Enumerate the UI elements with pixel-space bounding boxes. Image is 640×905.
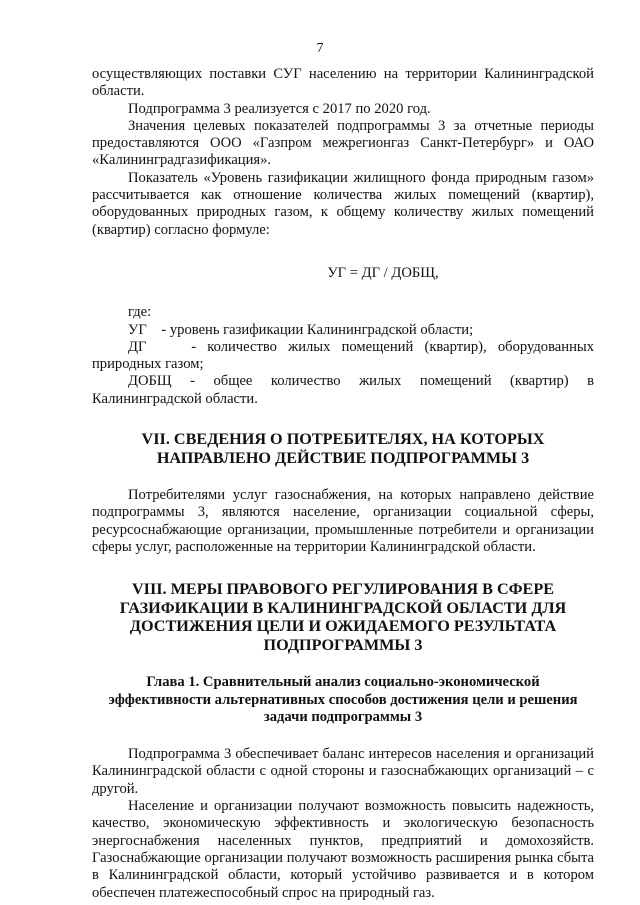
where-label: где:: [128, 304, 152, 321]
chapter-1-paragraph-2: Население и организации получают возможность повысить надежность, качество, экономическую эффективность и экологическую безопасность энергоснабжения населенных пунктов, предприятий и домохозяйств. Газоснабжающие организации получают возможность расширения рынка сбыта в Калининградской области, который устойчиво развивается и в котором обеспечен платежеспособный спрос на природный газ.: [92, 798, 594, 901]
definition-text: - уровень газификации Калининградской области;: [161, 321, 474, 338]
page-content: [92, 66, 594, 902]
definition-ug: [92, 322, 594, 339]
definition-term: ДГ: [128, 338, 147, 355]
paragraph-period: Подпрограмма 3 реализуется с 2017 по 2020 год.: [128, 100, 431, 117]
paragraph-continuation: осуществляющих поставки СУГ населению на территории Калининградской области.: [92, 66, 594, 100]
definition-term: ДОБЩ: [128, 373, 172, 390]
section-7-text: Потребителями услуг газоснабжения, на которых направлено действие подпрограммы 3, являются население, организации социальной сферы, ресурсоснабжающие организации, промышленные потребители и организации сферы услуг, расположенные на территории Калининградской области.: [92, 487, 594, 555]
definition-dobshch: [92, 373, 594, 408]
page-number: 7: [316, 41, 324, 56]
chapter-1-paragraph-1: Подпрограмма 3 обеспечивает баланс интересов населения и организаций Калининградской области с одной стороны и газоснабжающих организаций – с другой.: [92, 746, 594, 797]
paragraph-indicator-formula: Показатель «Уровень газификации жилищного фонда природным газом» рассчитывается как отношение количества жилых помещений (квартир), оборудованных природных газом, к общему количеству жилых помещений (квартир) согласно формуле:: [92, 169, 594, 238]
formula: УГ = ДГ / ДОБЩ,: [327, 264, 439, 281]
chapter-1-title: Глава 1. Сравнительный анализ социально-экономической эффективности альтернативных способов достижения цели и решения задачи подпрограммы 3: [108, 674, 578, 725]
definition-term: УГ: [128, 321, 147, 338]
definition-text: - количество жилых помещений (квартир), оборудованных природных газом;: [92, 338, 594, 373]
section-8-title: VIII. МЕРЫ ПРАВОВОГО РЕГУЛИРОВАНИЯ В СФЕРЕ ГАЗИФИКАЦИИ В КАЛИНИНГРАДСКОЙ ОБЛАСТИ ДЛЯ ДОСТИЖЕНИЯ ЦЕЛИ И ОЖИДАЕМОГО РЕЗУЛЬТАТА ПОДПРОГРАММЫ 3: [119, 580, 567, 654]
definition-text: - общее количество жилых помещений (квартир) в Калининградской области.: [92, 373, 595, 407]
definition-dg: [92, 339, 594, 374]
paragraph-indicators: Значения целевых показателей подпрограммы 3 за отчетные периоды предоставляются ООО «Газпром межрегионгаз Санкт-Петербург» и ОАО «Калининградгазификация».: [92, 117, 594, 169]
section-7-title: VII. СВЕДЕНИЯ О ПОТРЕБИТЕЛЯХ, НА КОТОРЫХ НАПРАВЛЕНО ДЕЙСТВИЕ ПОДПРОГРАММЫ 3: [141, 430, 545, 467]
